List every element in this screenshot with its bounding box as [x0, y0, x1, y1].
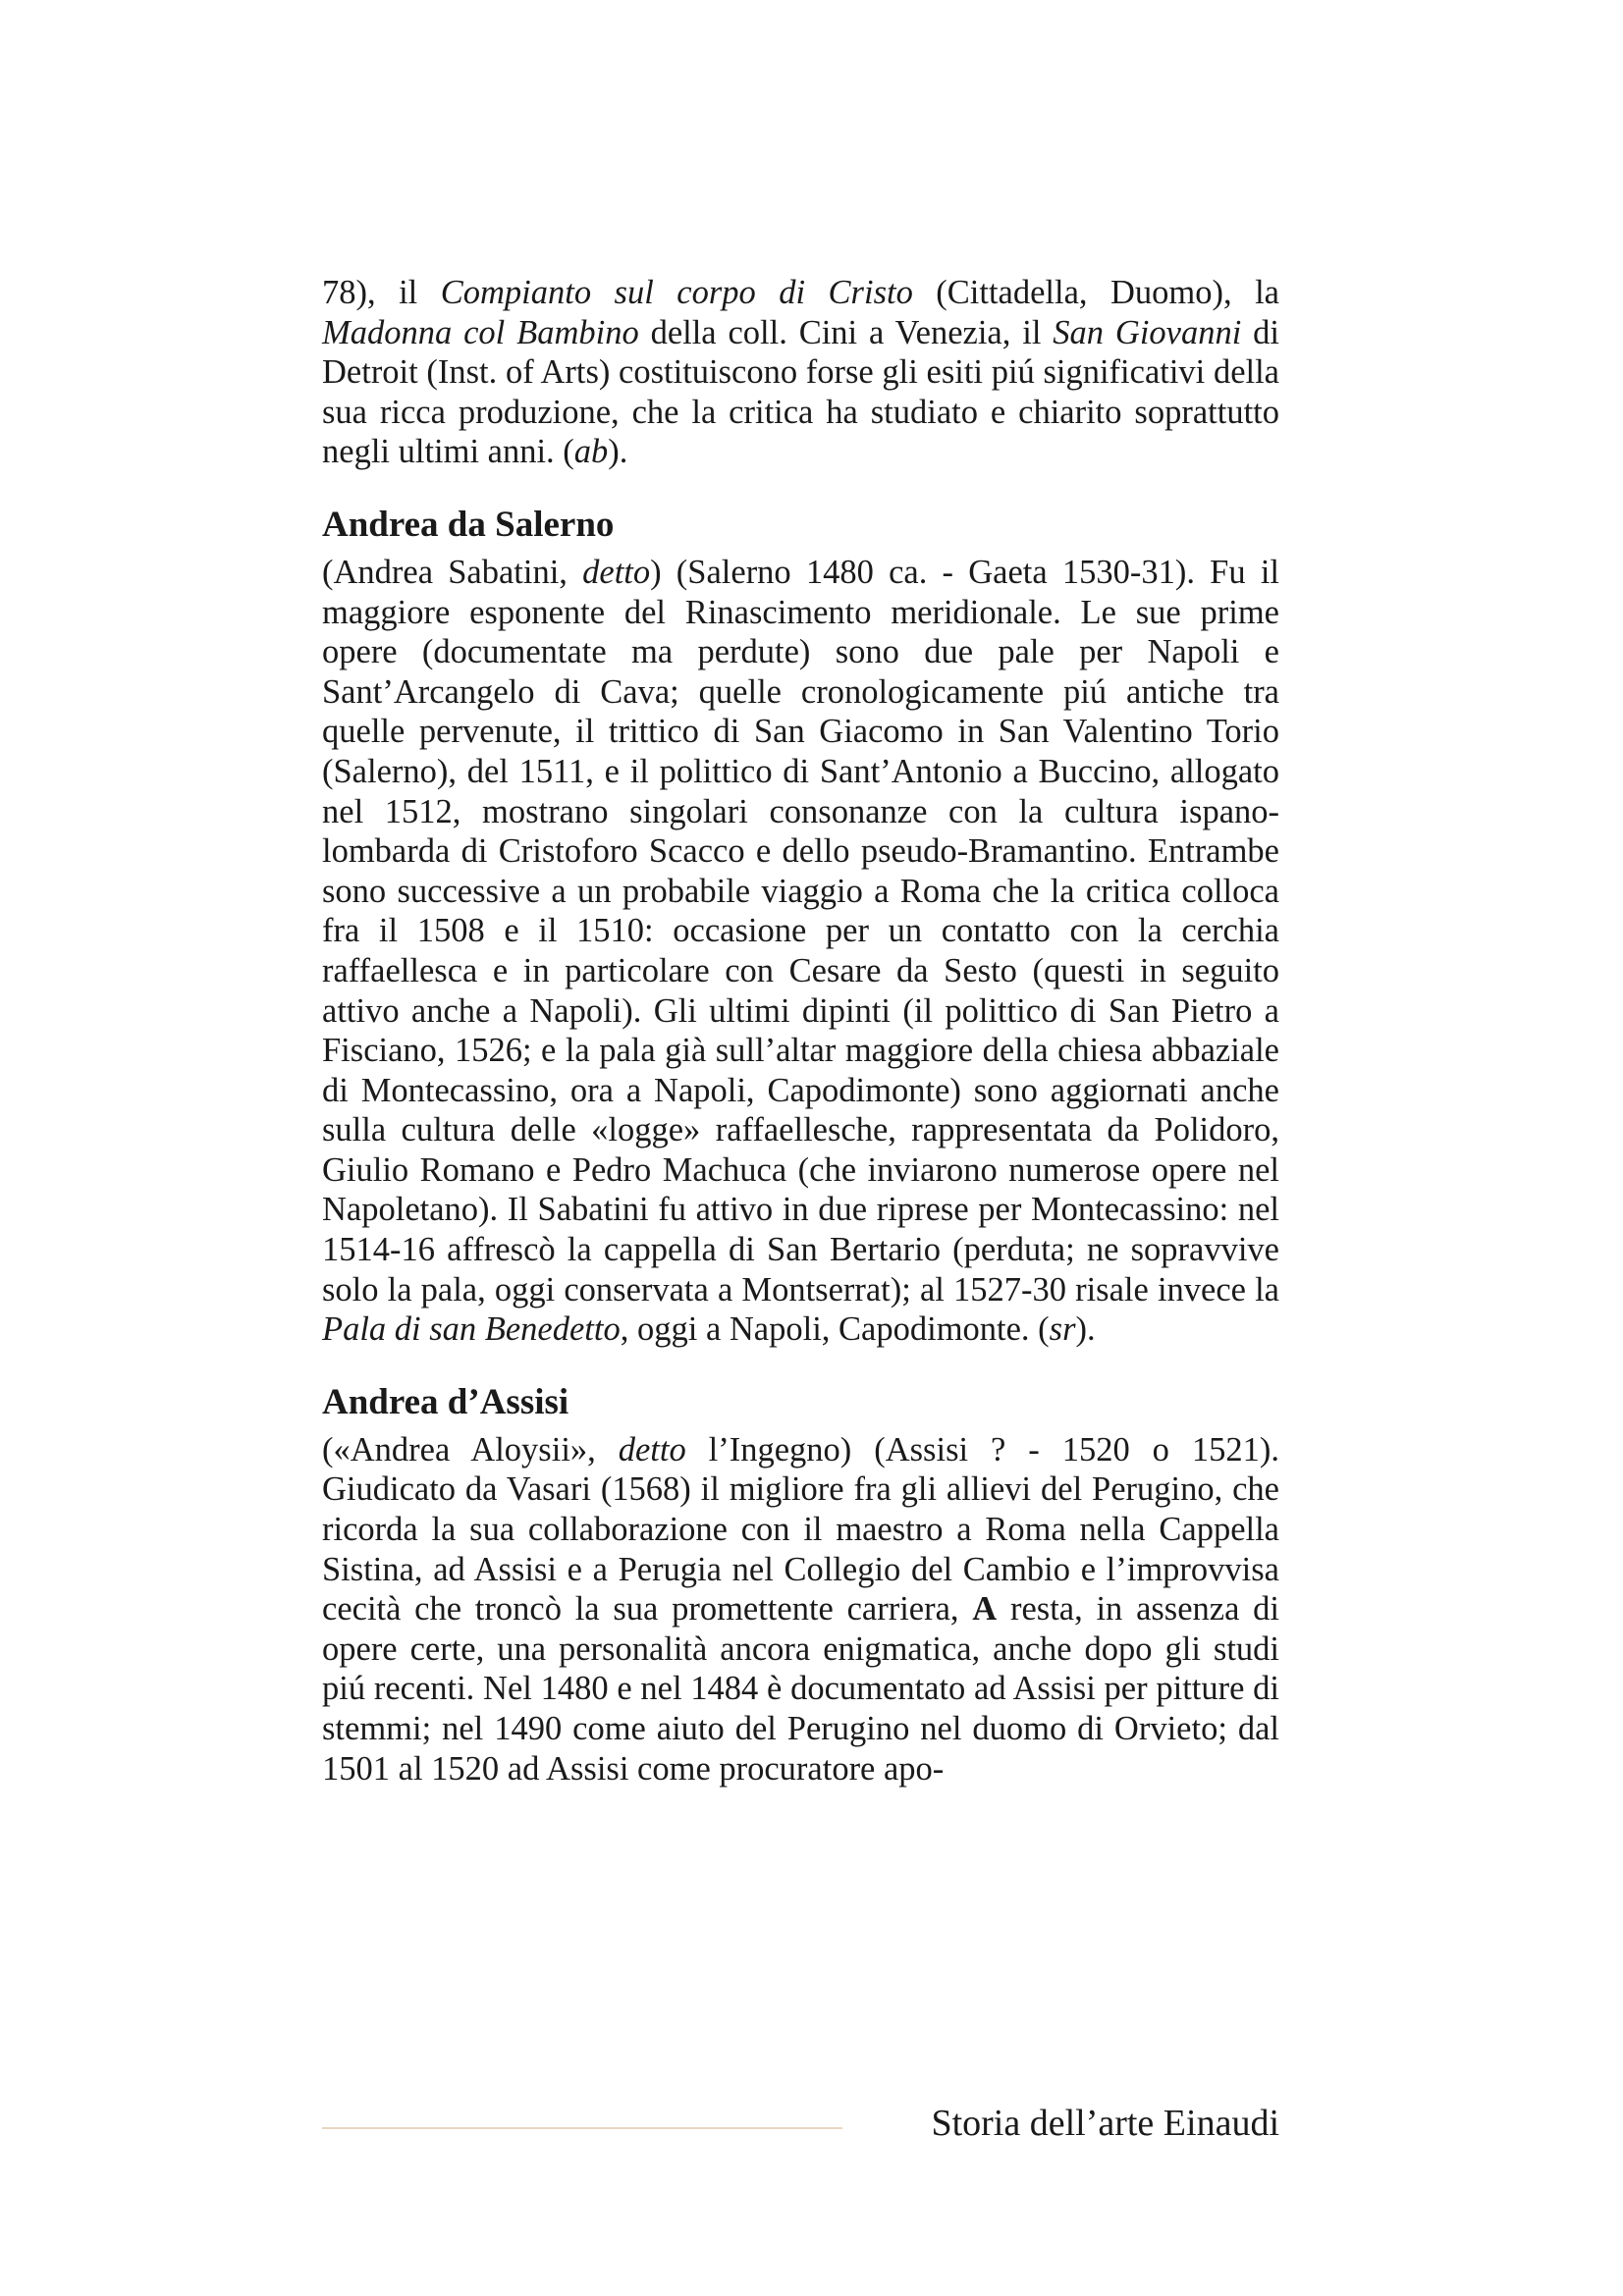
text-column: [322, 273, 1279, 1789]
abbreviated-name: A: [972, 1590, 998, 1629]
footer-title: Storia dell’arte Einaudi: [931, 2103, 1279, 2144]
entry-body-andrea-d-assisi: [322, 1430, 1279, 1789]
text-run: ).: [1075, 1310, 1096, 1349]
text-run: (Cittadella, Duomo), la: [912, 274, 1279, 311]
text-run: («Andrea Aloysii»,: [322, 1430, 619, 1468]
entry-heading-andrea-d-assisi: Andrea d’Assisi: [322, 1381, 569, 1422]
italic-term: detto: [582, 553, 651, 591]
artwork-title: Madonna col Bambino: [322, 313, 639, 351]
author-initials: ab: [573, 433, 609, 471]
entry-heading-andrea-da-salerno: Andrea da Salerno: [322, 504, 615, 545]
text-run: ).: [608, 433, 628, 471]
text-run: (Andrea Sabatini,: [322, 553, 583, 591]
text-run: 78), il: [322, 274, 441, 311]
text-run: resta, in assenza di opere certe, una personalità ancora enigmatica, anche dopo gli studi piú recenti. Nel 1480 e nel 1484 è documentato ad Assisi per pitture di stemmi; nel 1490 come aiuto del Perugino nel duomo di Orvieto; dal 1501 al 1520 ad Assisi come procuratore apo-: [322, 1590, 1280, 1788]
text-run: di Detroit (Inst. of Arts) costituiscono forse gli esiti piú significativi della sua ricca produzione, che la critica ha studiato e chiarito soprattutto negli ultimi anni. (: [322, 313, 1279, 471]
text-run: , oggi a Napoli, Capodimonte. (: [620, 1310, 1050, 1349]
page-footer: [322, 2094, 1279, 2153]
entry-body-andrea-da-salerno: [322, 553, 1279, 1350]
text-run: della coll. Cini a Venezia, il: [638, 313, 1054, 351]
author-initials: sr: [1049, 1310, 1076, 1349]
text-run: ) (Salerno 1480 ca. - Gaeta 1530-31). Fu il maggiore esponente del Rinascimento meridionale. Le sue prime opere (documentate ma perdute) sono due pale per Napoli e Sant’Arcangelo di Cava; quelle cronologicamente piú antiche tra quelle pervenute, il trittico di San Giacomo in San Valentino Torio (Salerno), del 1511, e il polittico di Sant’Antonio a Buccino, allogato nel 1512, mostrano singolari consonanze con la cultura ispano-lombarda di Cristoforo Scacco e dello pseudo-Bramantino. Entrambe sono successive a un probabile viaggio a Roma che la critica colloca fra il 1508 e il 1510: occasione per un contatto con la cerchia raffaellesca e in particolare con Cesare da Sesto (questi in seguito attivo anche a Napoli). Gli ultimi dipinti (il polittico di San Pietro a Fisciano, 1526; e la pala già sull’altar maggiore della chiesa abbaziale di Montecassino, ora a Napoli, Capodimonte) sono aggiornati anche sulla cultura delle «logge» raffaellesche, rappresentata da Polidoro, Giulio Romano e Pedro Machuca (che inviarono numerose opere nel Napoletano). Il Sabatini fu attivo in due riprese per Montecassino: nel 1514-16 affrescò la cappella di San Bertario (perduta; ne sopravvive solo la pala, oggi conservata a Montserrat); al 1527-30 risale invece la: [322, 553, 1279, 1308]
artwork-title: Compianto sul corpo di Cristo: [440, 274, 913, 311]
artwork-title: San Giovanni: [1053, 313, 1242, 351]
italic-term: detto: [618, 1430, 686, 1468]
footer-rule: [322, 2127, 842, 2129]
text-run: l’Ingegno) (Assisi ? - 1520 o 1521). Giudicato da Vasari (1568) il migliore fra gli allievi del Perugino, che ricorda la sua collaborazione con il maestro a Roma nella Cappella Sistina, ad Assisi e a Perugia nel Collegio del Cambio e l’improvvisa cecità che troncò la sua promettente carriera,: [322, 1430, 1279, 1629]
artwork-title: Pala di san Benedetto: [322, 1310, 621, 1349]
entry-continuation-text: [322, 273, 1279, 472]
